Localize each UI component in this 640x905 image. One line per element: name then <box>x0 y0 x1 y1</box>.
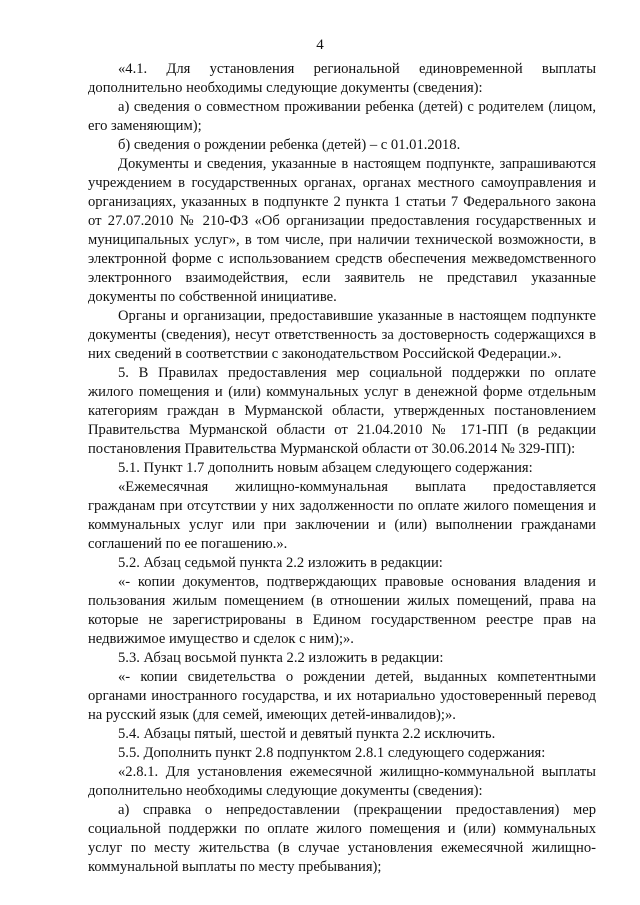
page-number: 4 <box>316 37 324 53</box>
paragraph-4-1-b: б) сведения о рождении ребенка (детей) – с 01.01.2018. <box>118 137 461 153</box>
paragraph-5-1-quote: «Ежемесячная жилищно-коммунальная выплата предоставляется гражданам при отсутствии у них задолженности по оплате жилого помещения и коммунальных услуг или при заключении и (или) выполнении гражданами соглашений по ее погашению.». <box>88 479 596 552</box>
paragraph-5-1: 5.1. Пункт 1.7 дополнить новым абзацем следующего содержания: <box>118 460 533 476</box>
paragraph-5-3-quote: «- копии свидетельства о рождении детей, выданных компетентными органами иностранного государства, и их нотариально удостоверенный перевод на русский язык (для семей, имеющих детей-инвалидов);». <box>88 669 596 723</box>
paragraph-responsibility: Органы и организации, предоставившие указанные в настоящем подпункте документы (сведения), несут ответственность за достоверность содержащихся в них сведений в соответствии с законодательством Российской Федерации.». <box>88 308 596 362</box>
paragraph-documents-requested: Документы и сведения, указанные в настоящем подпункте, запрашиваются учреждением в государственных органах, органах местного самоуправления и организациях, указанных в подпункте 2 пункта 1 статьи 7 Федерального закона от 27.07.2010 № 210-ФЗ «Об организации предоставления государственных и муниципальных услуг», в том числе, при наличии технической возможности, в электронной форме с использованием средств обеспечения межведомственного электронного взаимодействия, если заявитель не представил указанные документы по собственной инициативе. <box>88 156 596 305</box>
paragraph-5-3: 5.3. Абзац восьмой пункта 2.2 изложить в редакции: <box>118 650 444 666</box>
paragraph-5-4: 5.4. Абзацы пятый, шестой и девятый пункта 2.2 исключить. <box>118 726 496 742</box>
paragraph-4-1-a: а) сведения о совместном проживании ребенка (детей) с родителем (лицом, его заменяющим); <box>88 99 596 134</box>
paragraph-4-1: «4.1. Для установления региональной единовременной выплаты дополнительно необходимы следующие документы (сведения): <box>88 61 596 96</box>
paragraph-5-5: 5.5. Дополнить пункт 2.8 подпунктом 2.8.1 следующего содержания: <box>118 745 546 761</box>
paragraph-5: 5. В Правилах предоставления мер социальной поддержки по оплате жилого помещения и (или) коммунальных услуг в денежной форме отдельным категориям граждан в Мурманской области, утвержденных постановлением Правительства Мурманской области от 21.04.2010 № 171-ПП (в редакции постановления Правительства Мурманской области от 30.06.2014 № 329-ПП): <box>88 365 596 457</box>
paragraph-5-2-quote: «- копии документов, подтверждающих правовые основания владения и пользования жилым помещением (в отношении жилых помещений, права на которые не зарегистрированы в Едином государственном реестре прав на недвижимое имущество и сделок с ним);». <box>88 574 596 647</box>
paragraph-2-8-1: «2.8.1. Для установления ежемесячной жилищно-коммунальной выплаты дополнительно необходимы следующие документы (сведения): <box>88 764 596 799</box>
paragraph-2-8-1-a: а) справка о непредоставлении (прекращении предоставления) мер социальной поддержки по оплате жилого помещения и (или) коммунальных услуг по месту жительства (в случае установления ежемесячной жилищно-коммунальной выплаты по месту пребывания); <box>88 802 596 875</box>
document-body <box>88 60 596 877</box>
paragraph-5-2: 5.2. Абзац седьмой пункта 2.2 изложить в редакции: <box>118 555 443 571</box>
